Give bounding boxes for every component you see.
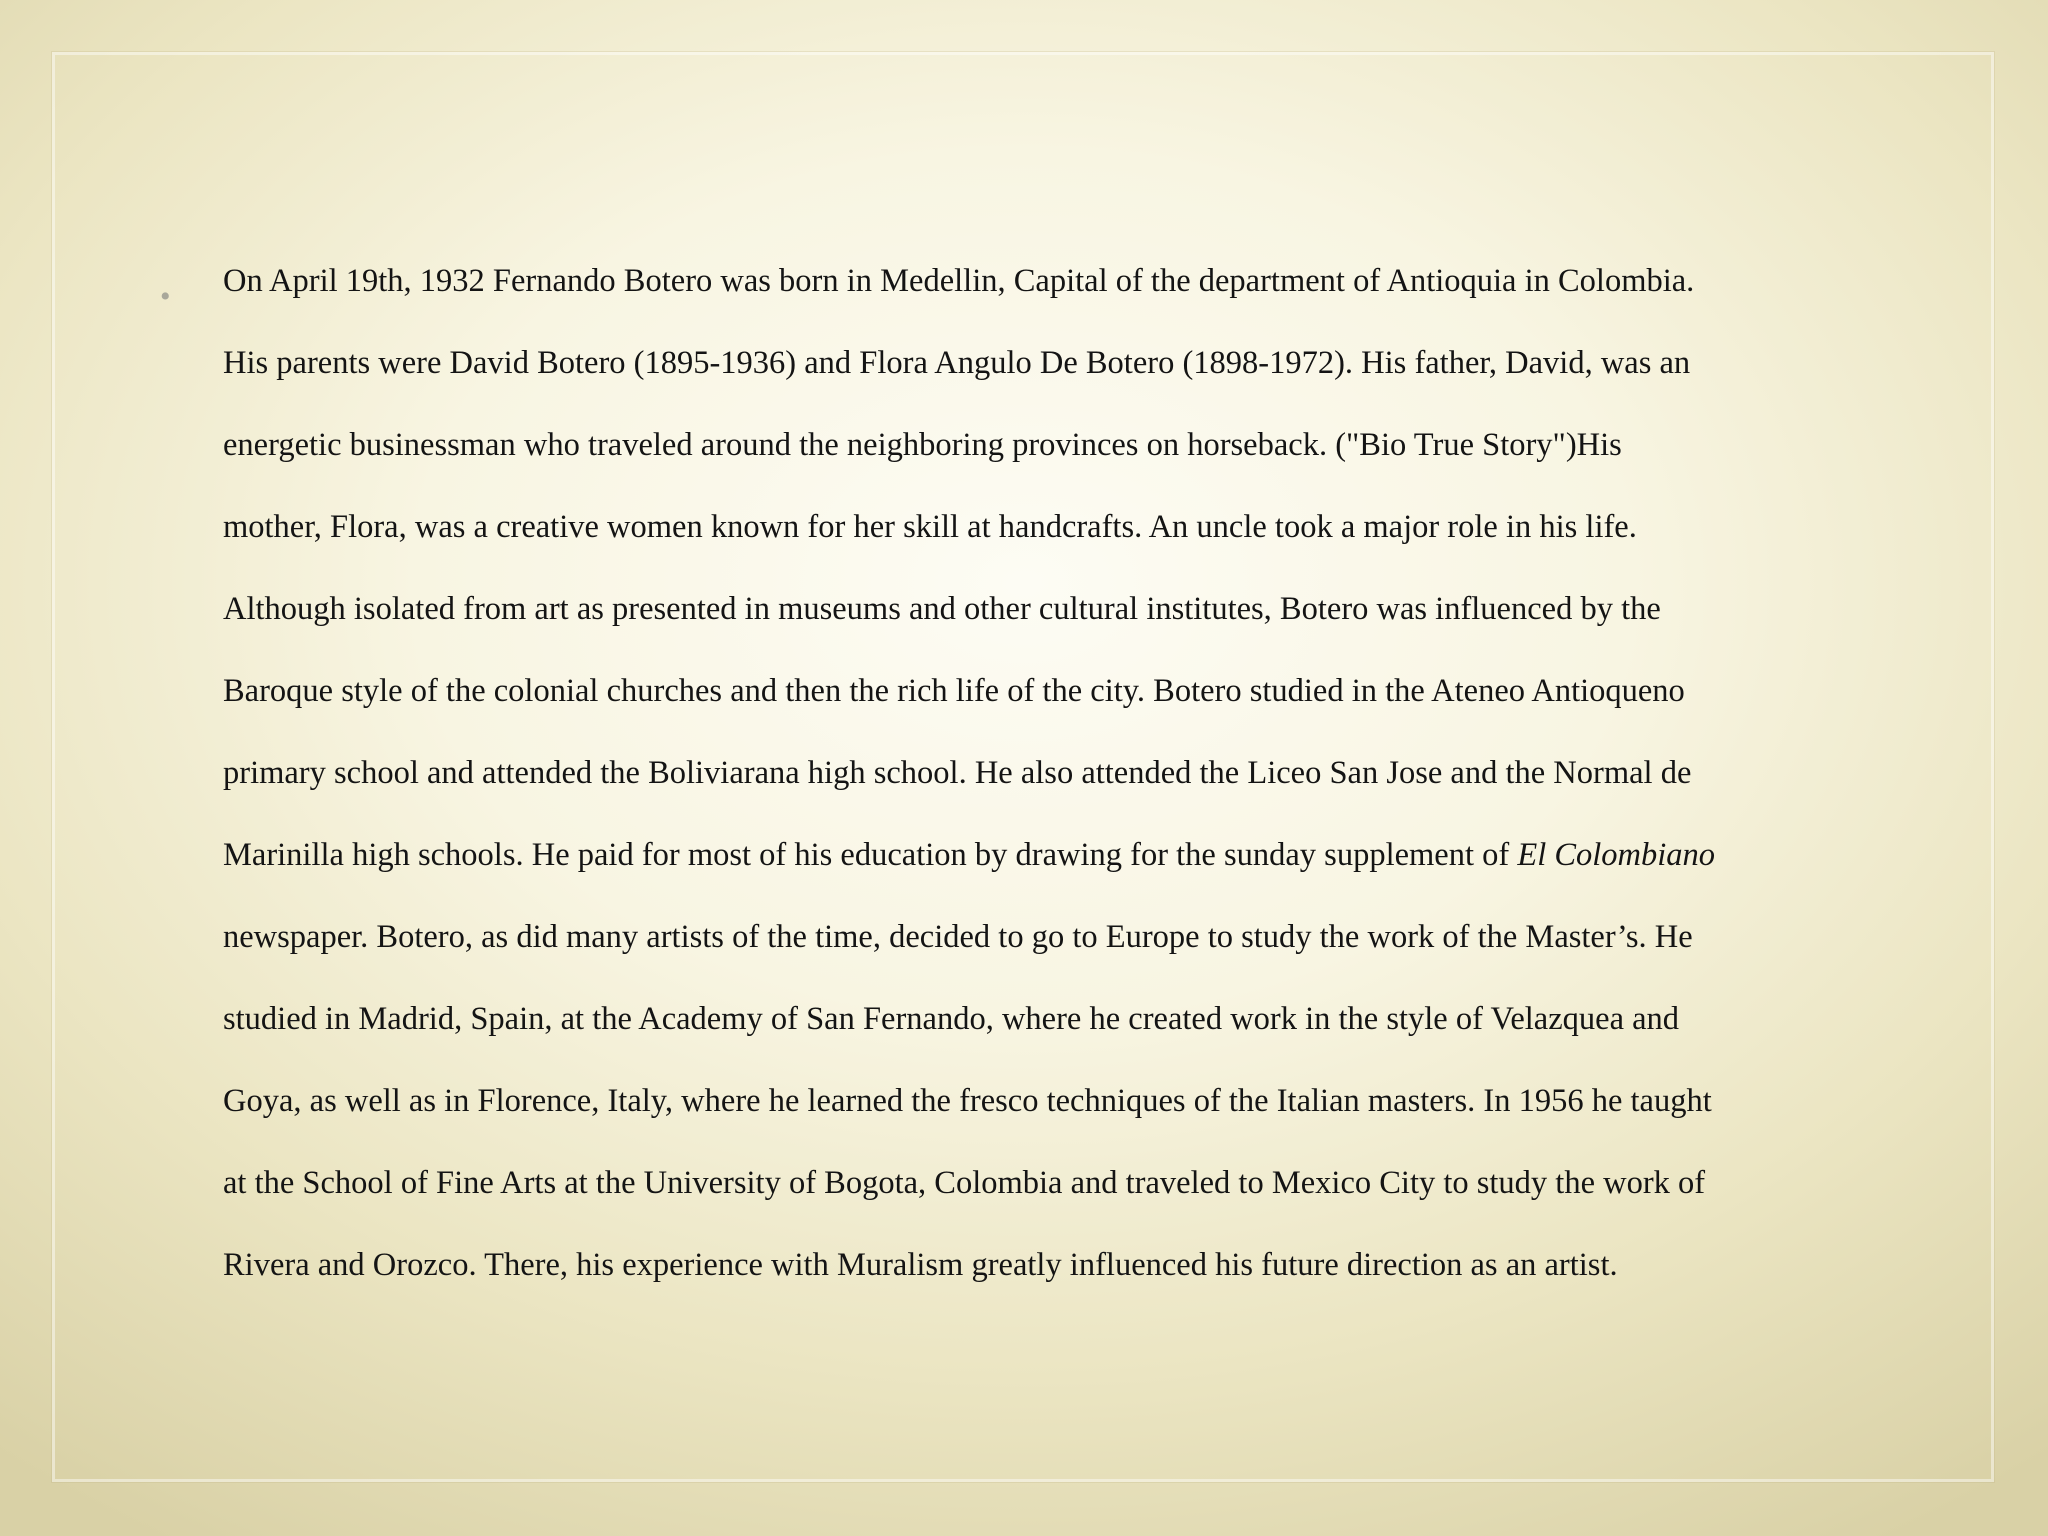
newspaper-title: El Colombiano (1517, 837, 1716, 873)
text-line-9: newspaper. Botero, as did many artists of the time, decided to go to Europe to study the work of the Master’s. He (223, 919, 1693, 955)
text-line-3: energetic businessman who traveled around the neighboring provinces on horseback. ("Bio True Story")His (223, 427, 1622, 463)
text-line-7: primary school and attended the Boliviarana high school. He also attended the Liceo San Jose and the Normal de (223, 755, 1692, 791)
text-line-13: Rivera and Orozco. There, his experience with Muralism greatly influenced his future direction as an artist. (223, 1247, 1618, 1283)
bullet-item (160, 240, 1900, 1306)
text-line-6: Baroque style of the colonial churches and then the rich life of the city. Botero studied in the Ateneo Antioqueno (223, 673, 1685, 709)
text-line-1: On April 19th, 1932 Fernando Botero was born in Medellin, Capital of the department of Antioquia in Colombia. (223, 263, 1695, 299)
text-line-10: studied in Madrid, Spain, at the Academy of San Fernando, where he created work in the style of Velazquea and (223, 1001, 1680, 1037)
bullet-marker: • (160, 280, 171, 313)
text-line-2: His parents were David Botero (1895-1936) and Flora Angulo De Botero (1898-1972). His father, David, was an (223, 345, 1691, 381)
text-line-8 (223, 814, 1900, 896)
text-line-12: at the School of Fine Arts at the University of Bogota, Colombia and traveled to Mexico City to study the work of (223, 1165, 1706, 1201)
text-line-5: Although isolated from art as presented in museums and other cultural institutes, Botero was influenced by the (223, 591, 1661, 627)
text-line-8-regular: Marinilla high schools. He paid for most of his education by drawing for the sunday supplement of (223, 837, 1518, 873)
text-line-4: mother, Flora, was a creative women known for her skill at handcrafts. An uncle took a major role in his life. (223, 509, 1637, 545)
text-line-11: Goya, as well as in Florence, Italy, where he learned the fresco techniques of the Italian masters. In 1956 he taught (223, 1083, 1712, 1119)
biography-paragraph (223, 240, 1900, 1306)
